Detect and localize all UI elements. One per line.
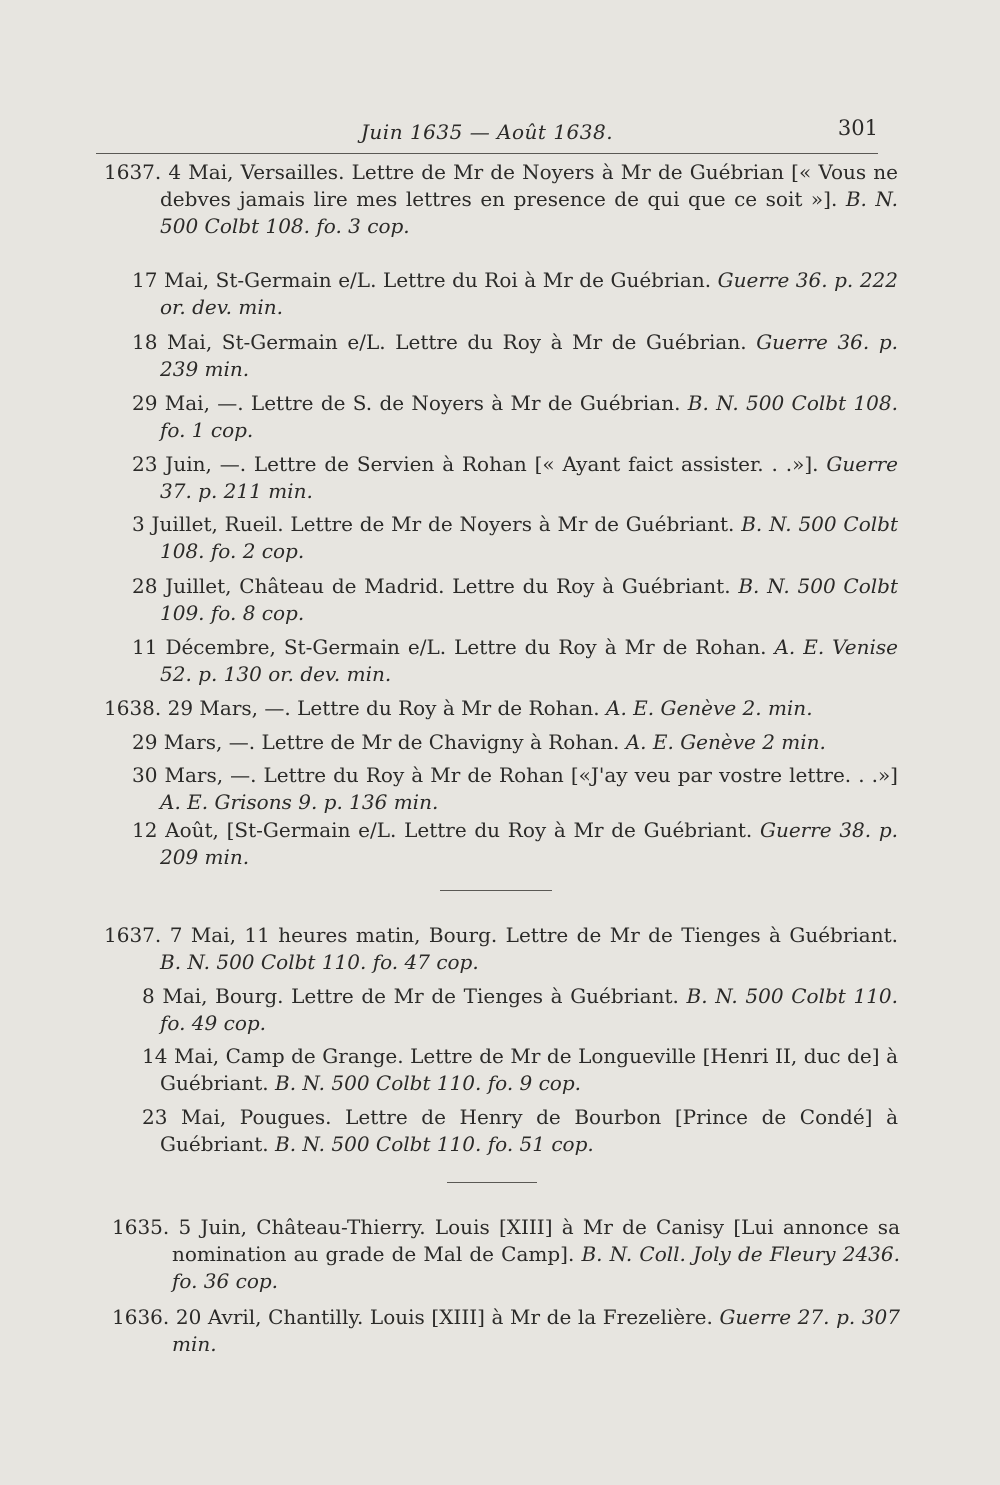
entry-text: 11 Décembre, St-Germain e/L. Lettre du Roy à Mr de Rohan. xyxy=(132,635,767,659)
entry-reference: B. N. 500 Colbt 110. fo. 47 cop. xyxy=(160,950,479,974)
entry-year: 1636. xyxy=(112,1305,170,1329)
entry-text: 8 Mai, Bourg. Lettre de Mr de Tienges à Guébriant. xyxy=(142,984,679,1008)
entry-text: 14 Mai, Camp de Grange. Lettre de Mr de Longueville [Henri II, duc de] à Guébriant. xyxy=(142,1044,898,1095)
entry-text: 29 Mars, —. Lettre du Roy à Mr de Rohan. xyxy=(167,696,600,720)
entry xyxy=(132,511,898,565)
entry-text: 20 Avril, Chantilly. Louis [XIII] à Mr de la Frezelière. xyxy=(175,1305,713,1329)
entry-reference: B. N. 500 Colbt 109. fo. 8 cop. xyxy=(160,574,898,625)
entry-reference: Guerre 36. p. 222 or. dev. min. xyxy=(160,268,898,319)
entry-reference: Guerre 37. p. 211 min. xyxy=(160,452,898,503)
entry-text: 5 Juin, Château-Thierry. Louis [XIII] à Mr de Canisy [Lui annonce sa nomination au grade de Mal de Camp]. xyxy=(172,1215,900,1266)
entry xyxy=(132,390,898,444)
entry-text: 29 Mai, —. Lettre de S. de Noyers à Mr de Guébrian. xyxy=(132,391,681,415)
entry xyxy=(112,1214,900,1295)
entry-reference: A. E. Genève 2 min. xyxy=(625,730,826,754)
entry-reference: B. N. 500 Colbt 110. fo. 9 cop. xyxy=(275,1071,582,1095)
entry xyxy=(132,329,898,383)
entry-reference: B. N. Coll. Joly de Fleury 2436. fo. 36 cop. xyxy=(172,1242,900,1293)
entry xyxy=(132,573,898,627)
entry xyxy=(132,451,898,505)
entry-reference: A. E. Genève 2. min. xyxy=(606,696,813,720)
entry-year: 1637. xyxy=(104,160,162,184)
entry-text: 12 Août, [St-Germain e/L. Lettre du Roy à Mr de Guébriant. xyxy=(132,818,753,842)
entry-year: 1637. xyxy=(104,923,162,947)
entry xyxy=(104,922,898,976)
header-rule xyxy=(96,153,878,154)
entry-reference: Guerre 38. p. 209 min. xyxy=(160,818,898,869)
entry xyxy=(132,634,898,688)
entry-year: 1638. xyxy=(104,696,162,720)
running-head xyxy=(96,116,878,150)
entry-reference: B. N. 500 Colbt 108. fo. 2 cop. xyxy=(160,512,898,563)
entry-text: 18 Mai, St-Germain e/L. Lettre du Roy à Mr de Guébrian. xyxy=(132,330,747,354)
section-separator xyxy=(447,1182,537,1183)
entry xyxy=(142,1104,898,1158)
entry xyxy=(112,1304,900,1358)
entry xyxy=(132,817,898,871)
entry-text: 7 Mai, 11 heures matin, Bourg. Lettre de Mr de Tienges à Guébriant. xyxy=(169,923,898,947)
entry xyxy=(142,1043,898,1097)
running-title: Juin 1635 — Août 1638. xyxy=(360,120,614,144)
section-separator xyxy=(440,890,552,891)
entry xyxy=(132,762,898,816)
entry-text: 30 Mars, —. Lettre du Roy à Mr de Rohan [«J'ay veu par vostre lettre. . .»] xyxy=(132,763,898,787)
entry-reference: A. E. Venise 52. p. 130 or. dev. min. xyxy=(160,635,898,686)
page-number: 301 xyxy=(837,116,878,140)
entry-reference: B. N. 500 Colbt 110. fo. 51 cop. xyxy=(275,1132,594,1156)
entry xyxy=(132,267,898,321)
entry-reference: Guerre 27. p. 307 min. xyxy=(172,1305,900,1356)
entry-reference: B. N. 500 Colbt 110. fo. 49 cop. xyxy=(160,984,899,1035)
entry-year: 1635. xyxy=(112,1215,170,1239)
entry-text: 3 Juillet, Rueil. Lettre de Mr de Noyers à Mr de Guébriant. xyxy=(132,512,735,536)
entry-text: 23 Mai, Pougues. Lettre de Henry de Bourbon [Prince de Condé] à Guébriant. xyxy=(142,1105,898,1156)
entry-text: 28 Juillet, Château de Madrid. Lettre du Roy à Guébriant. xyxy=(132,574,731,598)
entry xyxy=(142,983,899,1037)
entry-reference: B. N. 500 Colbt 108. fo. 3 cop. xyxy=(160,187,898,238)
entry xyxy=(104,159,898,240)
entry-text: 23 Juin, —. Lettre de Servien à Rohan [« Ayant faict assister. . .»]. xyxy=(132,452,819,476)
entry xyxy=(104,695,898,722)
entry-reference: Guerre 36. p. 239 min. xyxy=(160,330,898,381)
entry-text: 29 Mars, —. Lettre de Mr de Chavigny à Rohan. xyxy=(132,730,620,754)
entry-reference: B. N. 500 Colbt 108. fo. 1 cop. xyxy=(160,391,898,442)
entry-reference: A. E. Grisons 9. p. 136 min. xyxy=(160,790,439,814)
entry-text: 4 Mai, Versailles. Lettre de Mr de Noyers à Mr de Guébrian [« Vous ne debves jamais lire mes lettres en presence de qui que ce soit »]. xyxy=(160,160,898,211)
entry-text: 17 Mai, St-Germain e/L. Lettre du Roi à Mr de Guébrian. xyxy=(132,268,712,292)
entry xyxy=(132,729,898,756)
